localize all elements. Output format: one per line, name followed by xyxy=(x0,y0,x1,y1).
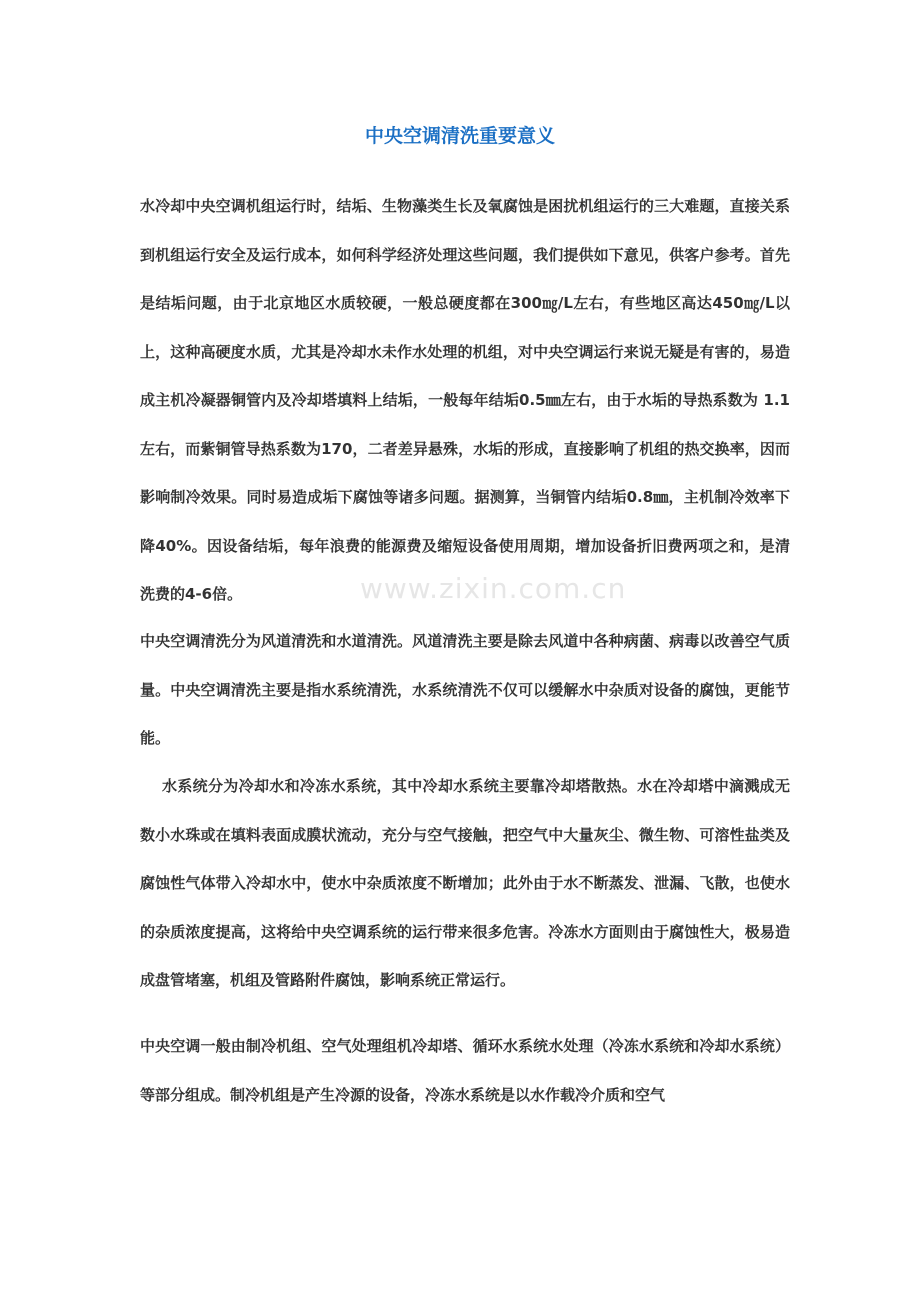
paragraph-scaling-problem: 水冷却中央空调机组运行时，结垢、生物藻类生长及氧腐蚀是困扰机组运行的三大难题，直接关系到机组运行安全及运行成本，如何科学经济处理这些问题，我们提供如下意见，供客户参考。首先是结垢问题，由于北京地区水质较硬，一般总硬度都在300㎎/L左右，有些地区高达450㎎/L以上，这种高硬度水质，尤其是冷却水未作水处理的机组，对中央空调运行来说无疑是有害的，易造成主机冷凝器铜管内及冷却塔填料上结垢，一般每年结垢0.5㎜左右，由于水垢的导热系数为 1.1左右，而紫铜管导热系数为170，二者差异悬殊，水垢的形成，直接影响了机组的热交换率，因而影响制冷效果。同时易造成垢下腐蚀等诸多问题。据测算，当铜管内结垢0.8㎜，主机制冷效率下降40%。因设备结垢，每年浪费的能源费及缩短设备使用周期，增加设备折旧费两项之和，是清洗费的4-6倍。 xyxy=(140,197,790,603)
watermark: www.zixin.com.cn xyxy=(360,572,627,605)
page-title: 中央空调清洗重要意义 xyxy=(364,125,555,147)
paragraph-cleaning-types: 中央空调清洗分为风道清洗和水道清洗。风道清洗主要是除去风道中各种病菌、病毒以改善空气质量。中央空调清洗主要是指水系统清洗，水系统清洗不仅可以缓解水中杂质对设备的腐蚀，更能节能。 xyxy=(140,632,790,747)
paragraph-system-components: 中央空调一般由制冷机组、空气处理组机冷却塔、循环水系统水处理（冷冻水系统和冷却水系统）等部分组成。制冷机组是产生冷源的设备，冷冻水系统是以水作载冷介质和空气 xyxy=(140,1037,790,1104)
paragraph-water-system: 水系统分为冷却水和冷冻水系统，其中冷却水系统主要靠冷却塔散热。水在冷却塔中滴溅成无数小水珠或在填料表面成膜状流动，充分与空气接触，把空气中大量灰尘、微生物、可溶性盐类及腐蚀性气体带入冷却水中，使水中杂质浓度不断增加；此外由于水不断蒸发、泄漏、飞散，也使水的杂质浓度提高，这将给中央空调系统的运行带来很多危害。冷冻水方面则由于腐蚀性大，极易造成盘管堵塞，机组及管路附件腐蚀，影响系统正常运行。 xyxy=(140,777,790,989)
